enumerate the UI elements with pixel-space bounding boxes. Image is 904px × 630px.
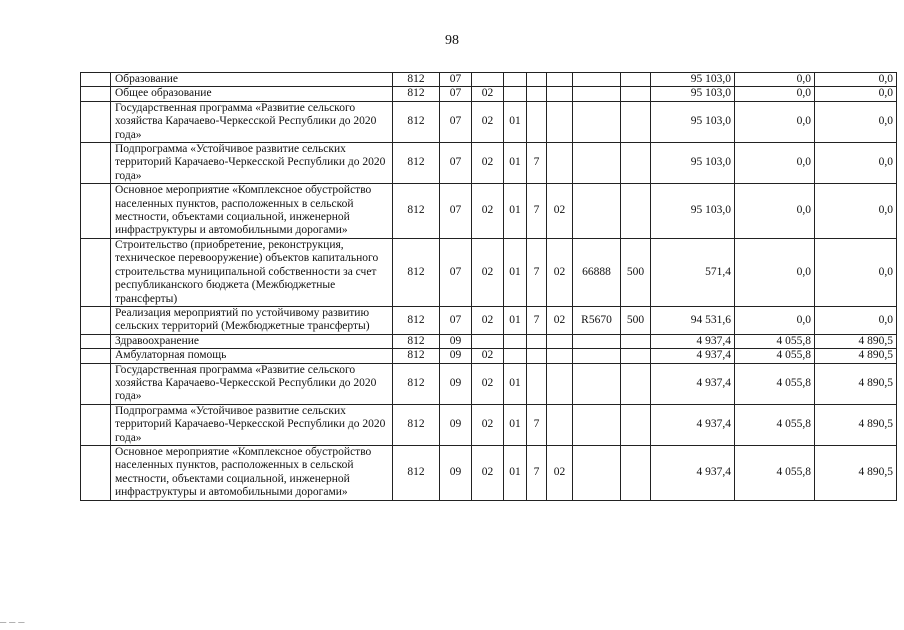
row-subprogram-code: 7	[527, 184, 547, 239]
row-name: Подпрограмма «Устойчивое развитие сельских территорий Карачаево-Черкесской Республики до 2020 года»	[111, 143, 393, 184]
table-row	[81, 143, 897, 184]
table-row	[81, 445, 897, 500]
row-program-code: 01	[504, 445, 527, 500]
row-amount-year-1: 4 937,4	[651, 349, 735, 363]
row-ved-code: 812	[393, 101, 440, 142]
row-amount-year-2: 4 055,8	[735, 445, 815, 500]
row-section-code: 09	[440, 349, 472, 363]
table-row	[81, 306, 897, 334]
row-amount-year-3: 4 890,5	[815, 445, 897, 500]
row-subprogram-code: 7	[527, 306, 547, 334]
row-subsection-code: 02	[472, 238, 504, 306]
row-amount-year-1: 4 937,4	[651, 404, 735, 445]
table-row	[81, 334, 897, 348]
row-expense-type-code: 500	[621, 238, 651, 306]
row-section-code: 07	[440, 143, 472, 184]
row-amount-year-3: 4 890,5	[815, 363, 897, 404]
table-row	[81, 349, 897, 363]
row-section-code: 09	[440, 334, 472, 348]
row-program-code	[504, 334, 527, 348]
row-subprogram-code	[527, 363, 547, 404]
row-section-code: 07	[440, 184, 472, 239]
row-amount-year-3: 0,0	[815, 143, 897, 184]
row-subsection-code: 02	[472, 87, 504, 101]
row-subprogram-code	[527, 334, 547, 348]
table-row	[81, 184, 897, 239]
row-direction-code	[573, 87, 621, 101]
row-amount-year-3: 4 890,5	[815, 349, 897, 363]
row-direction-code	[573, 349, 621, 363]
row-expense-type-code	[621, 404, 651, 445]
row-section-code: 09	[440, 445, 472, 500]
row-amount-year-1: 571,4	[651, 238, 735, 306]
row-amount-year-3: 0,0	[815, 238, 897, 306]
row-subprogram-code: 7	[527, 143, 547, 184]
row-ved-code: 812	[393, 334, 440, 348]
row-direction-code	[573, 73, 621, 87]
row-amount-year-1: 4 937,4	[651, 445, 735, 500]
row-index-cell	[81, 363, 111, 404]
row-amount-year-3: 0,0	[815, 101, 897, 142]
row-name: Амбулаторная помощь	[111, 349, 393, 363]
row-direction-code	[573, 445, 621, 500]
row-expense-type-code	[621, 184, 651, 239]
row-amount-year-3: 0,0	[815, 306, 897, 334]
row-name: Образование	[111, 73, 393, 87]
row-section-code: 07	[440, 306, 472, 334]
row-program-code: 01	[504, 404, 527, 445]
row-direction-code: 66888	[573, 238, 621, 306]
row-expense-type-code	[621, 334, 651, 348]
row-measure-code	[547, 404, 573, 445]
row-program-code: 01	[504, 306, 527, 334]
row-amount-year-1: 94 531,6	[651, 306, 735, 334]
row-subprogram-code: 7	[527, 404, 547, 445]
row-amount-year-2: 4 055,8	[735, 349, 815, 363]
row-direction-code: R5670	[573, 306, 621, 334]
row-amount-year-2: 0,0	[735, 184, 815, 239]
row-ved-code: 812	[393, 143, 440, 184]
row-index-cell	[81, 306, 111, 334]
row-subsection-code: 02	[472, 101, 504, 142]
row-amount-year-2: 4 055,8	[735, 404, 815, 445]
row-expense-type-code	[621, 87, 651, 101]
row-amount-year-1: 95 103,0	[651, 184, 735, 239]
row-direction-code	[573, 143, 621, 184]
page-edge-artifact: ▔▔▔	[0, 622, 28, 630]
row-subprogram-code	[527, 101, 547, 142]
table-row	[81, 73, 897, 87]
row-amount-year-2: 0,0	[735, 238, 815, 306]
row-subsection-code: 02	[472, 184, 504, 239]
row-direction-code	[573, 334, 621, 348]
row-program-code: 01	[504, 363, 527, 404]
row-ved-code: 812	[393, 349, 440, 363]
row-direction-code	[573, 404, 621, 445]
table-row	[81, 404, 897, 445]
row-subprogram-code: 7	[527, 445, 547, 500]
row-measure-code	[547, 101, 573, 142]
row-amount-year-2: 0,0	[735, 143, 815, 184]
row-name: Подпрограмма «Устойчивое развитие сельских территорий Карачаево-Черкесской Республики до 2020 года»	[111, 404, 393, 445]
row-expense-type-code	[621, 143, 651, 184]
budget-table	[80, 72, 897, 501]
row-subsection-code	[472, 334, 504, 348]
table-row	[81, 363, 897, 404]
row-index-cell	[81, 238, 111, 306]
row-direction-code	[573, 184, 621, 239]
row-amount-year-1: 95 103,0	[651, 101, 735, 142]
row-expense-type-code: 500	[621, 306, 651, 334]
row-index-cell	[81, 101, 111, 142]
row-expense-type-code	[621, 363, 651, 404]
row-index-cell	[81, 404, 111, 445]
row-ved-code: 812	[393, 87, 440, 101]
row-measure-code	[547, 349, 573, 363]
row-subprogram-code: 7	[527, 238, 547, 306]
row-section-code: 09	[440, 404, 472, 445]
row-program-code: 01	[504, 143, 527, 184]
row-program-code	[504, 73, 527, 87]
row-program-code: 01	[504, 238, 527, 306]
row-measure-code	[547, 334, 573, 348]
row-subsection-code	[472, 73, 504, 87]
row-expense-type-code	[621, 101, 651, 142]
row-expense-type-code	[621, 73, 651, 87]
row-amount-year-1: 95 103,0	[651, 143, 735, 184]
table-row	[81, 238, 897, 306]
row-direction-code	[573, 363, 621, 404]
row-ved-code: 812	[393, 363, 440, 404]
row-name: Здравоохранение	[111, 334, 393, 348]
row-program-code: 01	[504, 101, 527, 142]
row-ved-code: 812	[393, 306, 440, 334]
row-amount-year-2: 0,0	[735, 306, 815, 334]
row-direction-code	[573, 101, 621, 142]
row-ved-code: 812	[393, 73, 440, 87]
row-ved-code: 812	[393, 238, 440, 306]
row-subprogram-code	[527, 349, 547, 363]
row-name: Государственная программа «Развитие сельского хозяйства Карачаево-Черкесской Республики до 2020 года»	[111, 101, 393, 142]
row-amount-year-1: 95 103,0	[651, 73, 735, 87]
row-amount-year-2: 4 055,8	[735, 363, 815, 404]
row-name: Государственная программа «Развитие сельского хозяйства Карачаево-Черкесской Республики до 2020 года»	[111, 363, 393, 404]
row-section-code: 07	[440, 73, 472, 87]
row-amount-year-1: 95 103,0	[651, 87, 735, 101]
row-measure-code: 02	[547, 306, 573, 334]
row-amount-year-2: 4 055,8	[735, 334, 815, 348]
row-index-cell	[81, 334, 111, 348]
row-name: Основное мероприятие «Комплексное обустройство населенных пунктов, расположенных в сельской местности, объектами социальной, инженерной инфраструктуры и автомобильными дорогами»	[111, 184, 393, 239]
row-measure-code	[547, 143, 573, 184]
row-subsection-code: 02	[472, 306, 504, 334]
row-name: Общее образование	[111, 87, 393, 101]
row-measure-code	[547, 363, 573, 404]
row-section-code: 07	[440, 238, 472, 306]
row-amount-year-2: 0,0	[735, 73, 815, 87]
row-amount-year-1: 4 937,4	[651, 334, 735, 348]
row-name: Строительство (приобретение, реконструкция, техническое перевооружение) объектов капитального строительства муниципальной собственности за счет республиканского бюджета (Межбюджетные трансферты)	[111, 238, 393, 306]
row-measure-code: 02	[547, 445, 573, 500]
row-measure-code: 02	[547, 238, 573, 306]
row-measure-code	[547, 87, 573, 101]
row-index-cell	[81, 184, 111, 239]
row-index-cell	[81, 143, 111, 184]
row-name: Реализация мероприятий по устойчивому развитию сельских территорий (Межбюджетные трансферты)	[111, 306, 393, 334]
row-section-code: 07	[440, 87, 472, 101]
row-measure-code: 02	[547, 184, 573, 239]
row-ved-code: 812	[393, 184, 440, 239]
row-index-cell	[81, 87, 111, 101]
row-ved-code: 812	[393, 445, 440, 500]
row-program-code: 01	[504, 184, 527, 239]
row-subsection-code: 02	[472, 349, 504, 363]
row-amount-year-3: 0,0	[815, 87, 897, 101]
row-amount-year-3: 4 890,5	[815, 404, 897, 445]
row-amount-year-3: 0,0	[815, 184, 897, 239]
row-amount-year-3: 0,0	[815, 73, 897, 87]
row-expense-type-code	[621, 349, 651, 363]
row-subprogram-code	[527, 73, 547, 87]
row-name: Основное мероприятие «Комплексное обустройство населенных пунктов, расположенных в сельской местности, объектами социальной, инженерной инфраструктуры и автомобильными дорогами»	[111, 445, 393, 500]
row-section-code: 09	[440, 363, 472, 404]
row-amount-year-1: 4 937,4	[651, 363, 735, 404]
row-expense-type-code	[621, 445, 651, 500]
page-number: 98	[445, 33, 459, 48]
row-program-code	[504, 87, 527, 101]
row-index-cell	[81, 445, 111, 500]
row-subsection-code: 02	[472, 363, 504, 404]
row-ved-code: 812	[393, 404, 440, 445]
row-section-code: 07	[440, 101, 472, 142]
row-amount-year-3: 4 890,5	[815, 334, 897, 348]
row-subsection-code: 02	[472, 143, 504, 184]
row-program-code	[504, 349, 527, 363]
row-subsection-code: 02	[472, 404, 504, 445]
row-index-cell	[81, 349, 111, 363]
row-measure-code	[547, 73, 573, 87]
row-index-cell	[81, 73, 111, 87]
row-subsection-code: 02	[472, 445, 504, 500]
row-amount-year-2: 0,0	[735, 101, 815, 142]
row-subprogram-code	[527, 87, 547, 101]
table-row	[81, 87, 897, 101]
row-amount-year-2: 0,0	[735, 87, 815, 101]
table-row	[81, 101, 897, 142]
